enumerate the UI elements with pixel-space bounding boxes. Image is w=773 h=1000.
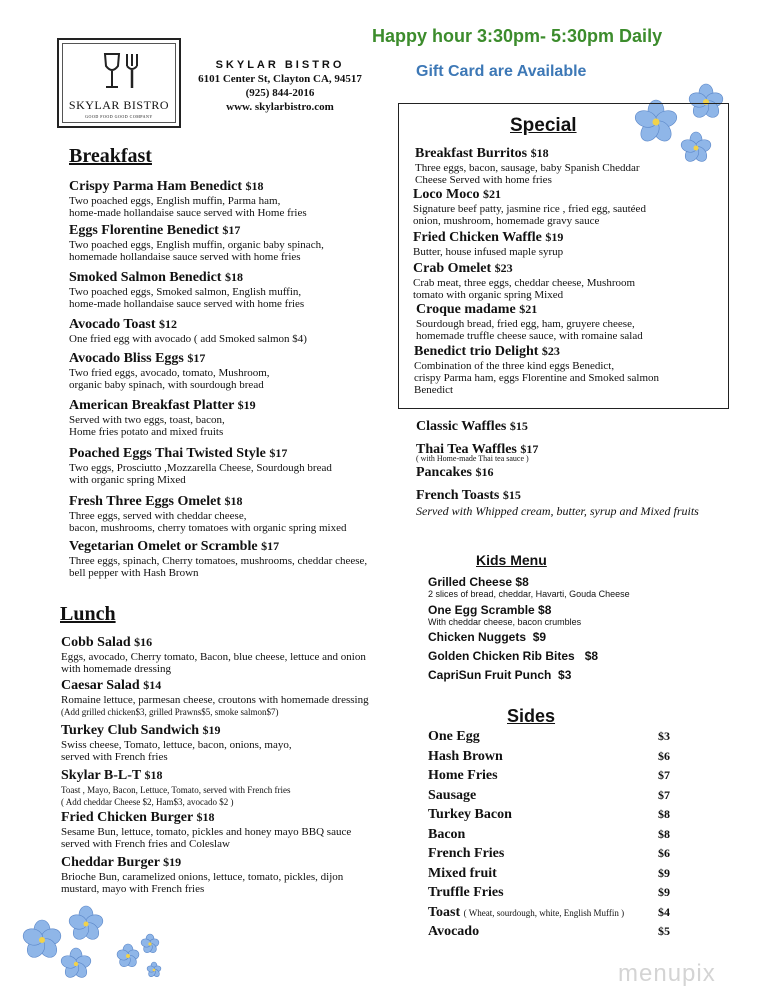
item-price: $9 (658, 885, 670, 899)
side-item (428, 905, 670, 923)
item-price: $19 (545, 230, 564, 244)
item-desc: served with French fries and Coleslaw (61, 838, 230, 850)
item-name: Bacon (428, 827, 466, 842)
side-item (428, 924, 670, 942)
item-note: ( Wheat, sourdough, white, English Muffin ) (463, 908, 625, 918)
item-price: $8 (515, 575, 529, 589)
item-price: $9 (532, 630, 547, 644)
menu-item (416, 464, 494, 481)
item-name: Skylar B-L-T (61, 768, 142, 783)
menu-item (414, 343, 659, 396)
item-price: $15 (502, 488, 521, 502)
item-name: Chicken Nuggets (428, 630, 527, 644)
side-item (428, 749, 670, 767)
item-desc: (Add grilled chicken$3, grilled Prawns$5, smoke salmon$7) (61, 707, 279, 717)
item-name: Mixed fruit (428, 866, 497, 881)
item-name: Turkey Club Sandwich (61, 723, 199, 738)
item-name: Smoked Salmon Benedict (69, 270, 222, 285)
item-name: Thai Tea Waffles (416, 442, 517, 457)
menu-item (69, 445, 332, 486)
menu-item (416, 301, 643, 342)
lunch-heading: Lunch (60, 603, 116, 625)
item-price: $21 (519, 302, 538, 316)
item-price: $8 (658, 807, 670, 821)
item-price: $23 (541, 344, 560, 358)
item-name: Fried Chicken Waffle (413, 230, 542, 245)
gift-card-notice: Gift Card are Available (416, 63, 587, 80)
item-desc: organic baby spinach, with sourdough bread (69, 379, 264, 391)
logo-text: SKYLAR BISTRO (68, 98, 170, 112)
item-price: $6 (658, 749, 670, 763)
menu-item (69, 222, 324, 263)
item-price: $19 (237, 398, 256, 412)
menu-item (416, 487, 521, 504)
menu-item (69, 493, 347, 534)
item-desc: Combination of the three kind eggs Benedict, (414, 360, 615, 372)
item-desc: ( Add cheddar Cheese $2, Ham$3, avocado $2 ) (61, 797, 234, 807)
item-desc: Swiss cheese, Tomato, lettuce, bacon, onions, mayo, (61, 739, 292, 751)
item-price: $8 (584, 649, 599, 663)
waffles-served-with: Served with Whipped cream, butter, syrup and Mixed fruits (416, 504, 699, 518)
menu-item (61, 809, 351, 850)
item-price: $3 (658, 729, 670, 743)
address: 6101 Center St, Clayton CA, 94517 (198, 73, 362, 85)
item-name: Caesar Salad (61, 678, 140, 693)
item-desc: Three eggs, spinach, Cherry tomatoes, mushrooms, cheddar cheese, (69, 555, 368, 567)
item-name: Cobb Salad (61, 635, 131, 650)
menu-item (416, 418, 528, 435)
side-item (428, 768, 670, 786)
item-name: Pancakes (416, 465, 472, 480)
side-item (428, 846, 670, 864)
item-name: Grilled Cheese (428, 575, 513, 589)
item-desc: homemade truffle cheese sauce, with romaine salad (416, 330, 643, 342)
special-heading: Special (510, 115, 577, 136)
item-price: $12 (158, 317, 177, 331)
item-price: $17 (261, 539, 280, 553)
item-desc: Two eggs, Prosciutto ,Mozzarella Cheese, Sourdough bread (69, 462, 332, 474)
menu-item (61, 854, 343, 895)
item-desc: home-made hollandaise sauce served with home fries (69, 298, 305, 310)
item-price: $8 (658, 827, 670, 841)
menu-item (415, 145, 640, 186)
item-price: $17 (520, 442, 539, 456)
item-desc: homemade hollandaise sauce served with home fries (69, 251, 301, 263)
item-desc: served with French fries (61, 751, 168, 763)
item-desc: crispy Parma ham, eggs Florentine and Smoked salmon (414, 372, 660, 384)
item-desc: Toast , Mayo, Bacon, Lettuce, Tomato, served with French fries (61, 785, 291, 795)
menu-item (428, 575, 630, 599)
item-price: $6 (658, 846, 670, 860)
item-name: Fried Chicken Burger (61, 810, 193, 825)
item-desc: Signature beef patty, jasmine rice , fried egg, sautéed (413, 203, 646, 215)
item-name: Fresh Three Eggs Omelet (69, 494, 222, 509)
business-name: SKYLAR BISTRO (215, 59, 345, 71)
item-name: CapriSun Fruit Punch (428, 668, 552, 682)
item-price: $17 (269, 446, 288, 460)
item-name: Home Fries (428, 768, 498, 783)
item-desc: bacon, mushrooms, cherry tomatoes with organic spring mixed (69, 522, 347, 534)
website: www. skylarbistro.com (226, 101, 334, 113)
kids-menu-heading: Kids Menu (476, 552, 547, 568)
item-price: $16 (475, 465, 494, 479)
item-desc: 2 slices of bread, cheddar, Havarti, Gouda Cheese (428, 589, 630, 599)
item-price: $19 (163, 855, 182, 869)
flower-icon (18, 902, 168, 984)
item-name: Poached Eggs Thai Twisted Style (69, 446, 266, 461)
item-price: $18 (196, 810, 215, 824)
logo (57, 38, 181, 128)
menu-item (428, 603, 581, 627)
side-item (428, 866, 670, 884)
menu-item (69, 397, 256, 438)
item-name: Cheddar Burger (61, 855, 160, 870)
breakfast-heading: Breakfast (69, 145, 152, 167)
item-name: Truffle Fries (428, 885, 504, 900)
item-price: $21 (482, 187, 501, 201)
menu-item (61, 677, 369, 718)
item-desc: Three eggs, bacon, sausage, baby Spanish Cheddar (415, 162, 640, 174)
item-desc: Butter, house infused maple syrup (413, 246, 564, 258)
side-item (428, 729, 670, 747)
watermark: menupix (618, 960, 716, 987)
item-price: $14 (143, 678, 162, 692)
business-info (180, 58, 380, 114)
item-name: Sausage (428, 788, 477, 803)
side-item (428, 807, 670, 825)
item-name: Avocado Bliss Eggs (69, 351, 184, 366)
item-price: $15 (509, 419, 528, 433)
item-price: $18 (224, 270, 243, 284)
item-name: French Toasts (416, 488, 500, 503)
item-name: One Egg Scramble (428, 603, 535, 617)
item-price: $4 (658, 905, 670, 919)
menu-item (69, 538, 367, 579)
item-price: $8 (538, 603, 552, 617)
menu-item (61, 767, 291, 808)
sides-heading: Sides (507, 706, 556, 726)
menu-item (428, 668, 571, 682)
menu-item (69, 316, 307, 345)
item-desc: Brioche Bun, caramelized onions, lettuce, tomato, pickles, dijon (61, 871, 344, 883)
item-price: $17 (187, 351, 206, 365)
item-desc: bell pepper with Hash Brown (69, 567, 199, 579)
item-desc: Three eggs, served with cheddar cheese, (69, 510, 247, 522)
item-name: Breakfast Burritos (415, 146, 528, 161)
side-item (428, 827, 670, 845)
item-name: Turkey Bacon (428, 807, 512, 822)
item-desc: mustard, mayo with French fries (61, 883, 205, 895)
item-price: $16 (134, 635, 153, 649)
wine-glass-fork-icon (101, 52, 145, 94)
item-desc: Cheese Served with home fries (415, 174, 552, 186)
menu-item (69, 269, 304, 310)
item-desc: Two poached eggs, English muffin, organic baby spinach, (69, 239, 324, 251)
side-item (428, 788, 670, 806)
item-price: $7 (658, 788, 670, 802)
item-desc: Sourdough bread, fried egg, ham, gruyere cheese, (416, 318, 635, 330)
item-price: $18 (144, 768, 163, 782)
logo-tagline: GOOD FOOD GOOD COMPANY (85, 114, 153, 119)
item-name: Classic Waffles (416, 419, 507, 434)
phone: (925) 844-2016 (245, 87, 315, 99)
item-desc: Served with two eggs, toast, bacon, (69, 414, 225, 426)
item-note: ( with Home-made Thai tea sauce ) (416, 454, 529, 463)
menu-item (61, 634, 366, 675)
item-name: Benedict trio Delight (414, 344, 539, 359)
item-name: Crab Omelet (413, 261, 492, 276)
menu-item (69, 350, 270, 391)
item-price: $18 (224, 494, 243, 508)
item-desc: onion, mushroom, homemade gravy sauce (413, 215, 600, 227)
item-name: Loco Moco (413, 187, 480, 202)
item-desc: Romaine lettuce, parmesan cheese, croutons with homemade dressing (61, 694, 369, 706)
item-price: $3 (558, 668, 572, 682)
item-name: Croque madame (416, 302, 516, 317)
menu-item (428, 630, 546, 644)
side-item (428, 885, 670, 903)
item-name: Eggs Florentine Benedict (69, 223, 219, 238)
item-price: $18 (245, 179, 264, 193)
item-desc: with organic spring Mixed (69, 474, 186, 486)
item-desc: Crab meat, three eggs, cheddar cheese, Mushroom (413, 277, 636, 289)
item-price: $7 (658, 768, 670, 782)
item-desc: tomato with organic spring Mixed (413, 289, 564, 301)
menu-item (69, 178, 307, 219)
menu-item (428, 649, 598, 663)
item-name: Crispy Parma Ham Benedict (69, 179, 243, 194)
item-price: $9 (658, 866, 670, 880)
item-name: Avocado (428, 924, 480, 939)
item-name: One Egg (428, 729, 480, 744)
item-desc: With cheddar cheese, bacon crumbles (428, 617, 582, 627)
item-price: $23 (494, 261, 513, 275)
item-name: Avocado Toast (69, 317, 156, 332)
menu-item (413, 186, 646, 227)
item-desc: Two fried eggs, avocado, tomato, Mushroom, (69, 367, 270, 379)
item-name: Hash Brown (428, 749, 503, 764)
happy-hour: Happy hour 3:30pm- 5:30pm Daily (372, 26, 663, 46)
item-desc: home-made hollandaise sauce served with Home fries (69, 207, 307, 219)
item-name: Golden Chicken Rib Bites (428, 649, 575, 663)
item-desc: Home fries potato and mixed fruits (69, 426, 224, 438)
item-name: American Breakfast Platter (69, 398, 235, 413)
item-desc: Sesame Bun, lettuce, tomato, pickles and honey mayo BBQ sauce (61, 826, 352, 838)
item-price: $18 (530, 146, 549, 160)
menu-item (413, 229, 563, 258)
item-price: $17 (222, 223, 241, 237)
item-name: French Fries (428, 846, 505, 861)
item-desc: Two poached eggs, Smoked salmon, English muffin, (69, 286, 302, 298)
item-name: Vegetarian Omelet or Scramble (69, 539, 258, 554)
item-desc: Benedict (414, 384, 454, 396)
item-desc: with homemade dressing (61, 663, 171, 675)
item-price: $19 (202, 723, 221, 737)
item-desc: Two poached eggs, English muffin, Parma ham, (69, 195, 281, 207)
item-desc: One fried egg with avocado ( add Smoked salmon $4) (69, 333, 307, 345)
item-price: $5 (658, 924, 670, 938)
menu-item (413, 260, 635, 301)
menu-item (61, 722, 292, 763)
item-desc: Eggs, avocado, Cherry tomato, Bacon, blue cheese, lettuce and onion (61, 651, 366, 663)
item-name: Toast (428, 905, 461, 920)
